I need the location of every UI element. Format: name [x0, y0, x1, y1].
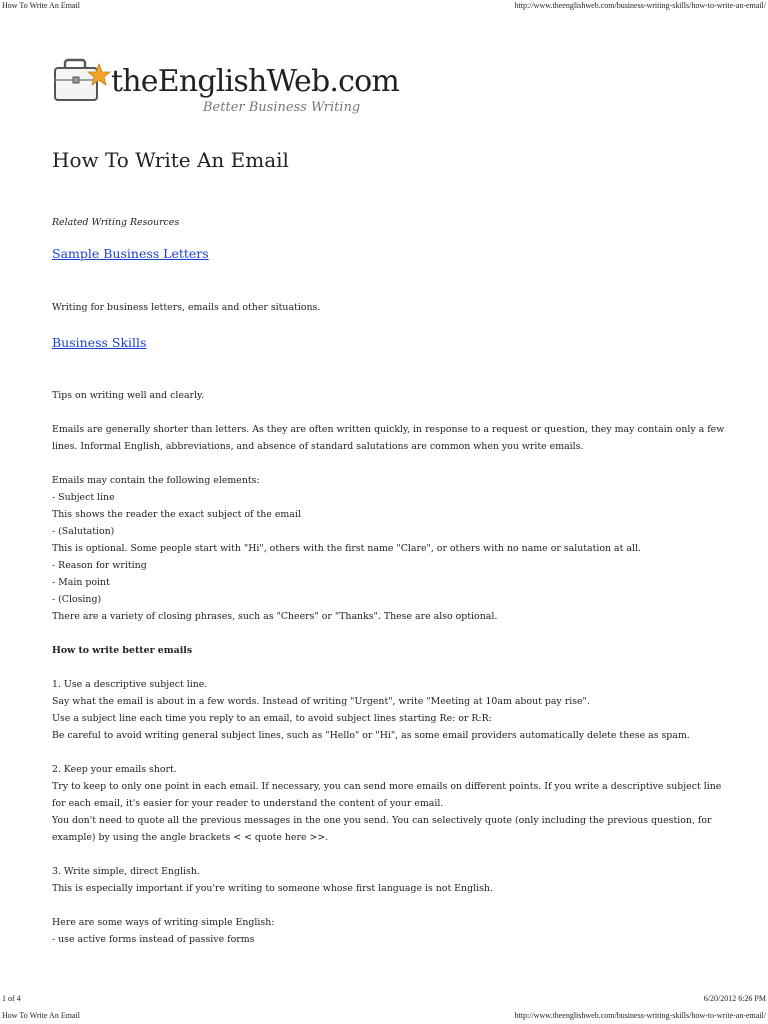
article-body: [52, 214, 732, 948]
sample-business-letters-link[interactable]: Sample Business Letters: [52, 246, 209, 261]
intro-paragraph: Emails are generally shorter than letters. As they are often written quickly, in response to a request or question, they may contain only a few lines. Informal English, abbreviations, and absence of standard salutations are common when you write emails.: [52, 424, 725, 452]
simple-english-line: - use active forms instead of passive forms: [52, 934, 255, 945]
page-count: 1 of 4: [2, 994, 21, 1003]
tip-line: Say what the email is about in a few words. Instead of writing "Urgent", write "Meeting at 10am about pay rise".: [52, 696, 590, 707]
site-logo[interactable]: [53, 52, 400, 122]
elements-line: - (Salutation): [52, 526, 115, 537]
elements-line: There are a variety of closing phrases, such as "Cheers" or "Thanks". These are also optional.: [52, 611, 498, 622]
tip-line: Try to keep to only one point in each email. If necessary, you can send more emails on different points. If you write a descriptive subject line for each email, it's easier for your reader to understand the content of your email.: [52, 781, 722, 809]
elements-line: - (Closing): [52, 594, 102, 605]
print-footer-title: How To Write An Email: [2, 1011, 80, 1020]
elements-line: - Subject line: [52, 492, 115, 503]
print-header-title: How To Write An Email: [2, 1, 80, 10]
business-skills-link[interactable]: Business Skills: [52, 335, 147, 350]
elements-intro: Emails may contain the following elements:: [52, 475, 260, 486]
print-header-url: http://www.theenglishweb.com/business-writing-skills/how-to-write-an-email/: [514, 1, 766, 10]
elements-line: This is optional. Some people start with "Hi", others with the first name "Clare", or others with no name or salutation at all.: [52, 543, 641, 554]
print-header: [0, 1, 768, 11]
section-heading: How to write better emails: [52, 645, 193, 656]
briefcase-icon: [53, 56, 113, 112]
tip-line: Be careful to avoid writing general subject lines, such as "Hello" or "Hi", as some email providers automatically delete these as spam.: [52, 730, 690, 741]
elements-line: - Reason for writing: [52, 560, 147, 571]
print-datetime: 6/20/2012 6:26 PM: [703, 994, 766, 1003]
simple-english-line: Here are some ways of writing simple English:: [52, 917, 275, 928]
tip-line: This is especially important if you're writing to someone whose first language is not English.: [52, 883, 493, 894]
business-skills-description: Tips on writing well and clearly.: [52, 390, 205, 401]
elements-line: - Main point: [52, 577, 110, 588]
tip-line: 2. Keep your emails short.: [52, 764, 177, 775]
print-header-next: [0, 1011, 768, 1021]
tip-line: 3. Write simple, direct English.: [52, 866, 200, 877]
related-resources-heading: Related Writing Resources: [52, 217, 180, 228]
print-footer: [0, 994, 768, 1004]
print-footer-url: http://www.theenglishweb.com/business-writing-skills/how-to-write-an-email/: [514, 1011, 766, 1020]
tip-line: Use a subject line each time you reply to an email, to avoid subject lines starting Re: or R:R:: [52, 713, 492, 724]
logo-tagline: Better Business Writing: [203, 100, 361, 115]
elements-line: This shows the reader the exact subject of the email: [52, 509, 301, 520]
tip-line: You don't need to quote all the previous messages in the one you send. You can selectively quote (only including the previous question, for example) by using the angle brackets < < quote here >>.: [52, 815, 712, 843]
logo-text: theEnglishWeb.com: [111, 64, 400, 99]
tip-line: 1. Use a descriptive subject line.: [52, 679, 208, 690]
page-title: How To Write An Email: [52, 148, 289, 172]
sample-business-letters-description: Writing for business letters, emails and other situations.: [52, 302, 321, 313]
